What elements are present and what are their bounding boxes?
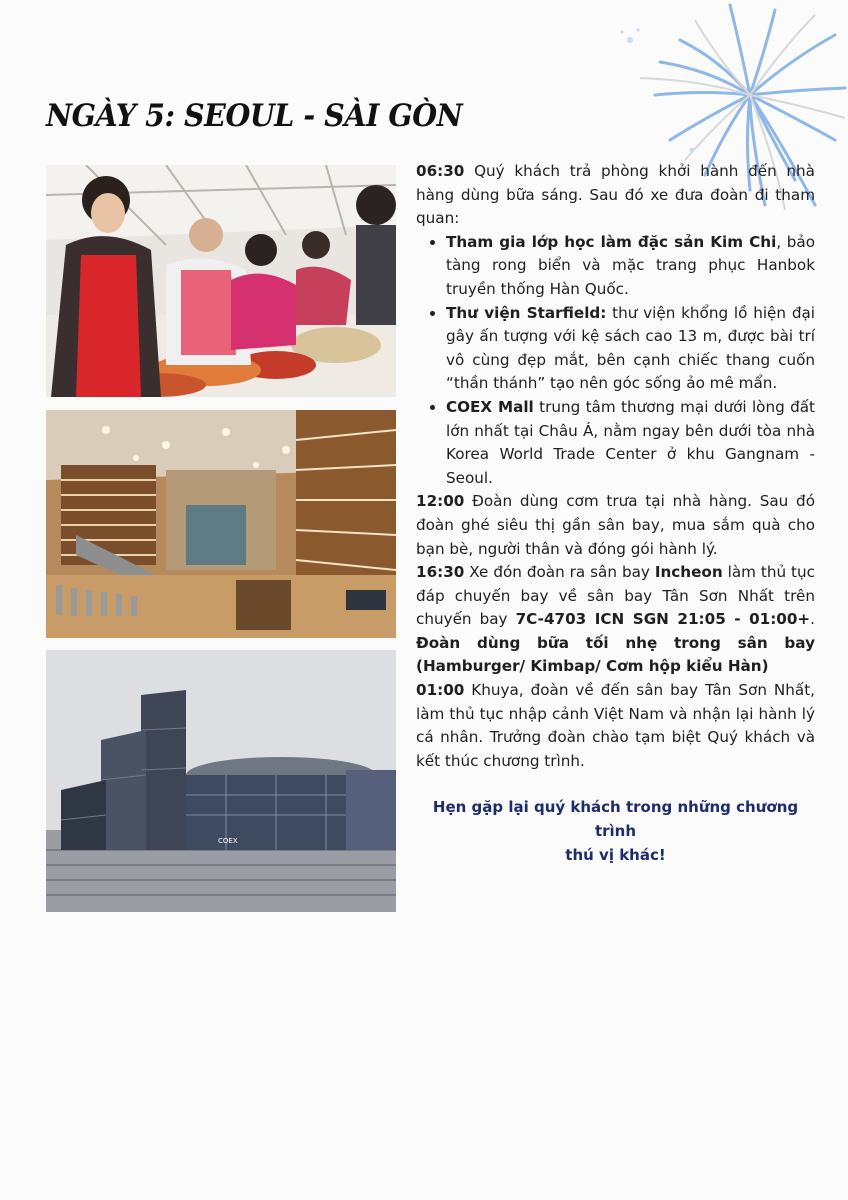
starfield-library-photo — [46, 410, 396, 638]
activity-kimchi — [446, 231, 815, 302]
activity-coex — [446, 396, 815, 490]
time-label: 06:30 — [416, 162, 465, 180]
activity-title: Thư viện Starfield: — [446, 303, 607, 322]
activity-list — [416, 231, 815, 491]
time-label: 12:00 — [416, 492, 465, 511]
schedule-text: Quý khách trả phòng khởi hành đến nhà hàng dùng bữa sáng. Sau đó xe đưa đoàn đi tham quan: — [416, 162, 815, 228]
airport-name: Incheon — [654, 563, 723, 582]
svg-text:COEX: COEX — [218, 837, 238, 845]
schedule-text: . — [810, 610, 815, 629]
closing-line-2: thú vị khác! — [565, 846, 666, 865]
activity-title: COEX Mall — [446, 397, 534, 416]
itinerary-content — [416, 160, 815, 867]
coex-mall-photo — [46, 650, 396, 912]
activity-text: trung tâm thương mại dưới lòng đất lớn nhất tại Châu Á, nằm ngay bên dưới tòa nhà Korea World Trade Center ở khu Gangnam - Seoul. — [446, 397, 816, 487]
schedule-text: Xe đón đoàn ra sân bay — [464, 563, 655, 582]
activity-starfield — [446, 302, 815, 396]
kimchi-class-photo — [46, 165, 396, 397]
time-label: 16:30 — [416, 563, 465, 582]
schedule-text: làm thủ tục đáp chuyến bay về sân bay Tân Sơn Nhất trên chuyến bay — [416, 563, 815, 629]
schedule-1630 — [416, 561, 815, 679]
schedule-text: Khuya, đoàn về đến sân bay Tân Sơn Nhất, làm thủ tục nhập cảnh Việt Nam và nhận lại hành lý cá nhân. Trưởng đoàn chào tạm biệt Quý khách và kết thúc chương trình. — [416, 681, 815, 770]
schedule-0100 — [416, 679, 815, 773]
schedule-1200 — [416, 490, 815, 561]
activity-text: thư viện khổng lồ hiện đại gây ấn tượng với kệ sách cao 13 m, được bài trí vô cùng đẹp mắt, bên cạnh chiếc thang cuốn “thần thánh” tạo nên góc sống ảo mê mẩn. — [446, 303, 815, 393]
closing-message — [416, 795, 815, 867]
activity-title: Tham gia lớp học làm đặc sản Kim Chi — [446, 232, 777, 251]
flight-info: 7C-4703 ICN SGN 21:05 - 01:00+ — [515, 610, 811, 629]
closing-line-1: Hẹn gặp lại quý khách trong những chương trình — [432, 798, 799, 841]
time-label: 01:00 — [416, 681, 465, 700]
schedule-0630 — [416, 160, 815, 231]
page-title: NGÀY 5: SEOUL - SÀI GÒN — [46, 98, 463, 134]
activity-text: , bảo tàng rong biển và mặc trang phục Hanbok truyền thống Hàn Quốc. — [446, 232, 815, 298]
dinner-note: Đoàn dùng bữa tối nhẹ trong sân bay (Hamburger/ Kimbap/ Cơm hộp kiểu Hàn) — [416, 633, 815, 676]
schedule-text: Đoàn dùng cơm trưa tại nhà hàng. Sau đó đoàn ghé siêu thị gần sân bay, mua sắm quà cho bạn bè, người thân và đóng gói hành lý. — [416, 492, 815, 558]
